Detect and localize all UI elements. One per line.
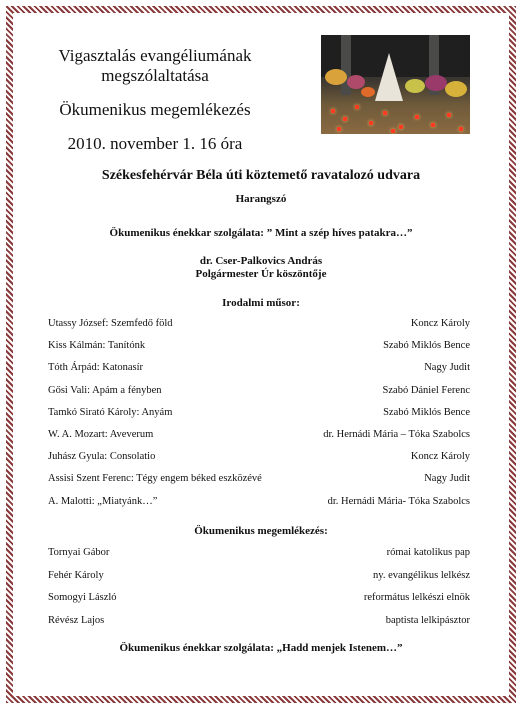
title-line-2: megszólaltatása <box>101 66 209 85</box>
program-right: Nagy Judit <box>424 362 470 374</box>
program-left: Gősi Vali: Apám a fényben <box>48 384 162 396</box>
event-date: 2010. november 1. 16 óra <box>67 134 243 153</box>
memorial-left: Fehér Károly <box>48 569 104 581</box>
list-item <box>48 472 470 486</box>
memorial-right: római katolikus pap <box>386 547 470 558</box>
list-item <box>48 406 470 420</box>
program-left: A. Malotti: „Miatyánk…” <box>48 495 158 507</box>
memorial-left: Somogyi László <box>48 592 117 603</box>
list-item <box>48 428 470 442</box>
program-left: Assisi Szent Ferenc: Tégy engem béked eszközévé <box>48 473 262 485</box>
speaker-role: Polgármester Úr köszöntője <box>195 268 327 280</box>
list-item <box>48 450 470 464</box>
program-right: Koncz Károly <box>410 451 470 463</box>
program-right: Szabó Miklós Bence <box>383 340 470 352</box>
list-item <box>48 361 470 375</box>
memorial-right: baptista lelkipásztor <box>385 614 470 626</box>
program-right: dr. Hernádi Mária- Tóka Szabolcs <box>327 495 470 507</box>
list-item <box>48 495 470 509</box>
bell-toll: Harangszó <box>235 193 287 205</box>
program-right: Koncz Károly <box>410 318 470 329</box>
program-left: W. A. Mozart: Aveverum <box>48 429 154 440</box>
memorial-left: Révész Lajos <box>48 614 105 626</box>
speaker-name: dr. Cser-Palkovics András <box>199 255 323 267</box>
title-line-1: Vigasztalás evangéliumának <box>58 46 252 65</box>
list-item <box>48 384 470 398</box>
list-item <box>48 339 470 353</box>
program-left: Tamkó Sirató Károly: Anyám <box>48 406 173 418</box>
subtitle: Ökumenikus megemlékezés <box>59 100 251 119</box>
program-right: Nagy Judit <box>424 473 470 485</box>
cemetery-photo <box>321 35 470 134</box>
location: Székesfehérvár Béla úti köztemető ravatalozó udvara <box>101 168 421 183</box>
choir-opening: Ökumenikus énekkar szolgálata: ” Mint a szép híves patakra…” <box>109 227 413 239</box>
list-item <box>48 546 470 560</box>
list-item <box>48 614 470 628</box>
program-left: Utassy József: Szemfedő föld <box>48 318 173 329</box>
program-left: Kiss Kálmán: Tanítónk <box>48 340 146 352</box>
program-left: Tóth Árpád: Katonasír <box>48 362 144 374</box>
literary-heading: Irodalmi műsor: <box>222 297 300 309</box>
memorial-right: ny. evangélikus lelkész <box>373 569 470 581</box>
program-right: Szabó Dániel Ferenc <box>382 384 470 396</box>
program-right: Szabó Miklós Bence <box>383 406 470 418</box>
memorial-right: református lelkészi elnök <box>363 592 470 603</box>
program-left: Juhász Gyula: Consolatio <box>48 451 156 463</box>
choir-closing: Ökumenikus énekkar szolgálata: „Hadd menjek Istenem…” <box>119 642 403 654</box>
list-item <box>48 591 470 605</box>
list-item <box>48 569 470 583</box>
list-item <box>48 317 470 331</box>
memorial-left: Tornyai Gábor <box>48 547 110 558</box>
memorial-heading: Ökumenikus megemlékezés: <box>194 525 328 537</box>
program-right: dr. Hernádi Mária – Tóka Szabolcs <box>323 429 470 440</box>
